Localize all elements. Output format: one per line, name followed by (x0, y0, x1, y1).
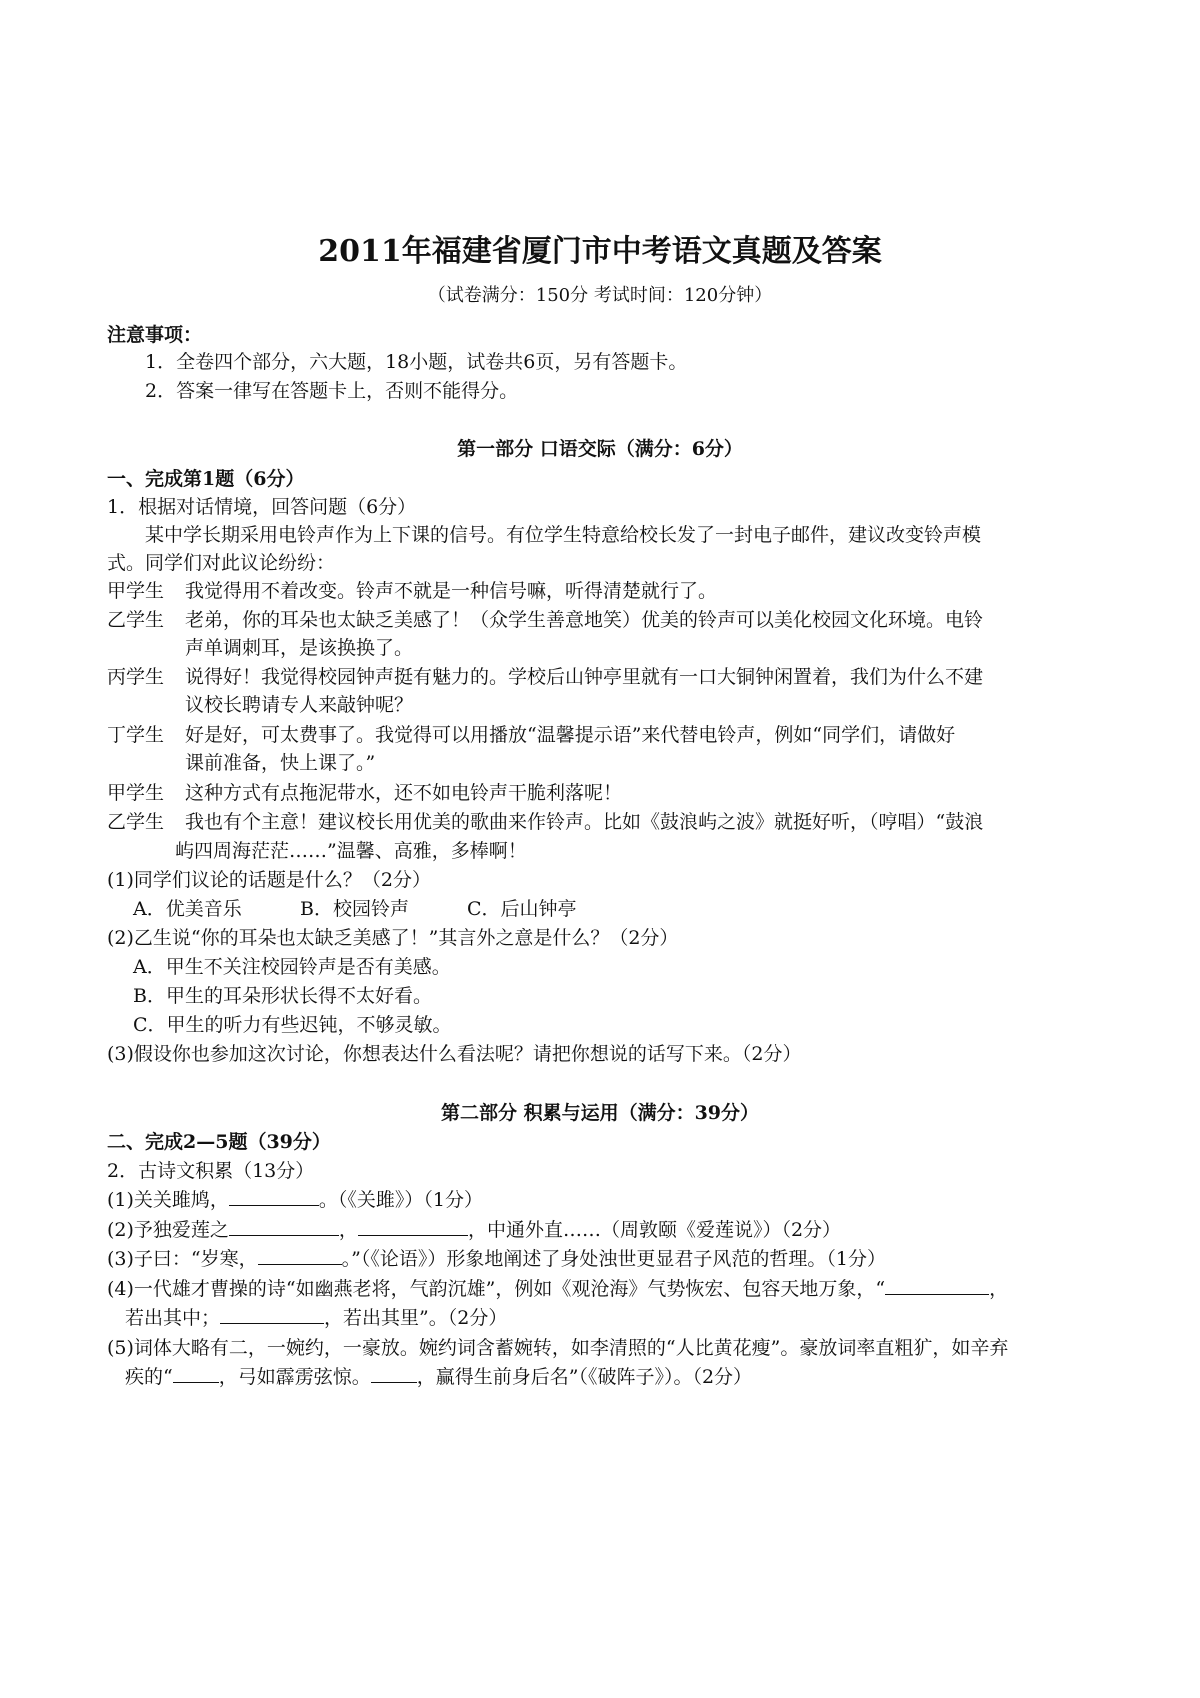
option-b: B．甲生的耳朵形状长得不太好看。 (133, 985, 432, 1007)
answer-blank (885, 1276, 989, 1295)
part2-heading: 第二部分 积累与运用（满分：39分） (440, 1102, 760, 1124)
section2-heading: 二、完成2—5题（39分） (107, 1131, 331, 1153)
option-b: B．校园铃声 (300, 898, 409, 920)
subquestion-1: (1)同学们议论的话题是什么？（2分） (107, 869, 432, 891)
fill-item-5: (5)词体大略有二，一婉约，一豪放。婉约词含蓄婉转，如李清照的“人比黄花瘦”。豪放词率直粗犷，如辛弃 (107, 1337, 1009, 1359)
option-c: C．后山钟亭 (467, 898, 577, 920)
answer-blank (258, 1246, 342, 1265)
dialogue-line: 屿四周海茫茫……”温馨、高雅，多棒啊！ (175, 840, 527, 862)
dialogue-line: 这种方式有点拖泥带水，还不如电铃声干脆利落呢！ (185, 782, 623, 804)
dialogue-line: 好是好，可太费事了。我觉得可以用播放“温馨提示语”来代替电铃声，例如“同学们，请做好 (185, 724, 956, 746)
answer-blank (358, 1217, 468, 1236)
dialogue-speaker: 乙学生 (107, 811, 165, 833)
option-a: A．甲生不关注校园铃声是否有美感。 (133, 956, 451, 978)
answer-blank (229, 1187, 319, 1206)
dialogue-line: 议校长聘请专人来敲钟呢？ (185, 694, 414, 716)
exam-title: 2011年福建省厦门市中考语文真题及答案 (318, 234, 882, 269)
option-c: C．甲生的听力有些迟钝，不够灵敏。 (133, 1014, 452, 1036)
subquestion-3: (3)假设你也参加这次讨论，你想表达什么看法呢？请把你想说的话写下来。（2分） (107, 1043, 802, 1065)
dialogue-line: 我也有个主意！建议校长用优美的歌曲来作铃声。比如《鼓浪屿之波》就挺好听，（哼唱）“鼓浪 (185, 811, 984, 833)
notice-item: 2．答案一律写在答题卡上，否则不能得分。 (145, 380, 519, 402)
answer-blank (229, 1217, 339, 1236)
dialogue-speaker: 乙学生 (107, 609, 165, 631)
dialogue-speaker: 甲学生 (107, 782, 165, 804)
fill-item-4: (4)一代雄才曹操的诗“如幽燕老将，气韵沉雄”，例如《观沧海》气势恢宏、包容天地万象，“ ， (107, 1278, 1009, 1300)
answer-blank (371, 1364, 417, 1383)
fill-item-1: (1)关关雎鸠， 。（《关雎》）（1分） (107, 1189, 484, 1211)
dialogue-speaker: 丙学生 (107, 666, 165, 688)
subquestion-2: (2)乙生说“你的耳朵也太缺乏美感了！”其言外之意是什么？（2分） (107, 927, 679, 949)
notice-heading: 注意事项： (107, 324, 203, 346)
dialogue-line: 我觉得用不着改变。铃声不就是一种信号嘛，听得清楚就行了。 (185, 580, 718, 602)
dialogue-speaker: 丁学生 (107, 724, 165, 746)
dialogue-line: 说得好！我觉得校园钟声挺有魅力的。学校后山钟亭里就有一口大铜钟闲置着，我们为什么不建 (185, 666, 984, 688)
exam-subtitle: （试卷满分：150分 考试时间：120分钟） (427, 285, 773, 306)
fill-item-4-cont: 若出其中； ，若出其里”。（2分） (125, 1307, 508, 1329)
part1-heading: 第一部分 口语交际（满分：6分） (457, 438, 743, 460)
question-2: 2．古诗文积累（13分） (107, 1160, 315, 1182)
dialogue-line: 声单调刺耳，是该换换了。 (185, 637, 414, 659)
notice-item: 1．全卷四个部分，六大题，18小题，试卷共6页，另有答题卡。 (145, 351, 688, 373)
fill-item-5-cont: 疾的“ ，弓如霹雳弦惊。 ，赢得生前身后名”（《破阵子》）。（2分） (125, 1366, 753, 1388)
fill-item-2: (2)予独爱莲之 ， ，中通外直……（周敦颐《爱莲说》）（2分） (107, 1219, 842, 1241)
fill-item-3: (3)子曰：“岁寒， 。”（《论语》）形象地阐述了身处浊世更显君子风范的哲理。（1分） (107, 1248, 886, 1270)
dialogue-speaker: 甲学生 (107, 580, 165, 602)
option-a: A．优美音乐 (133, 898, 242, 920)
answer-blank (220, 1305, 324, 1324)
question-1-intro: 式。同学们对此议论纷纷： (107, 552, 336, 574)
question-1-intro: 某中学长期采用电铃声作为上下课的信号。有位学生特意给校长发了一封电子邮件，建议改变铃声模 (145, 524, 982, 546)
answer-blank (173, 1364, 219, 1383)
dialogue-line: 课前准备，快上课了。” (185, 752, 376, 774)
dialogue-line: 老弟，你的耳朵也太缺乏美感了！（众学生善意地笑）优美的铃声可以美化校园文化环境。电铃 (185, 609, 984, 631)
question-1: 1．根据对话情境，回答问题（6分） (107, 496, 417, 518)
section1-heading: 一、完成第1题（6分） (107, 468, 305, 490)
